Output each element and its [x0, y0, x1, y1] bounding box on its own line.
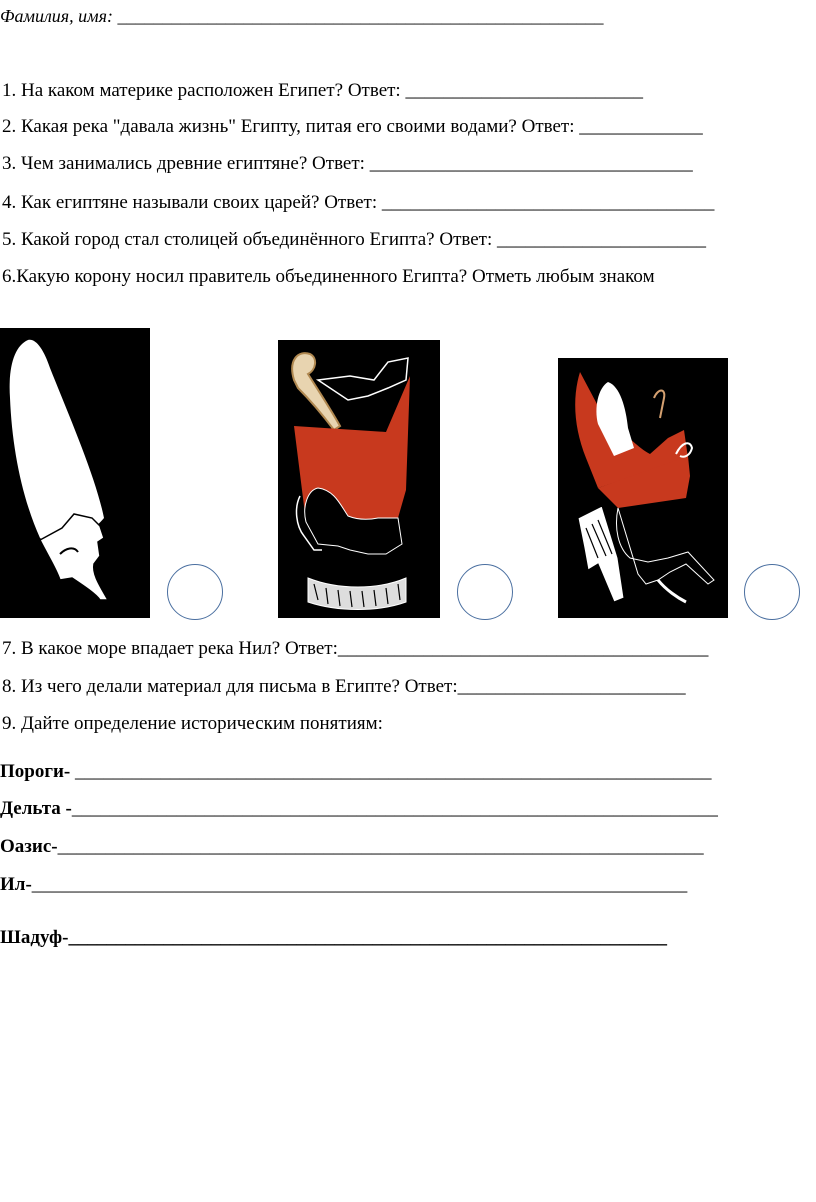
- question-9: 9. Дайте определение историческим понятиям:: [2, 713, 383, 734]
- name-blank[interactable]: ______________________________________________________: [117, 6, 604, 26]
- red-crown-drawing: [278, 340, 440, 618]
- definition-row-oazis[interactable]: [0, 836, 704, 858]
- name-label: Фамилия, имя:: [0, 6, 114, 26]
- question-4: 4. Как египтяне называли своих царей? Ответ: ___________________________________: [2, 192, 715, 213]
- answer-circle-3[interactable]: [744, 564, 800, 620]
- question-8: 8. Из чего делали материал для письма в Египте? Ответ:________________________: [2, 676, 686, 697]
- red-crown-image: [278, 340, 440, 618]
- definition-blank[interactable]: _____________________________________________________________________: [31, 874, 688, 895]
- definition-blank[interactable]: ____________________________________________________________________: [57, 836, 704, 857]
- definition-blank[interactable]: ____________________________________________________________________: [71, 798, 718, 819]
- definition-blank[interactable]: ___________________________________________________________________: [70, 761, 712, 782]
- definition-row-il[interactable]: [0, 874, 687, 896]
- student-name-line[interactable]: [0, 6, 604, 27]
- question-1: 1. На каком материке расположен Египет? Ответ: _________________________: [2, 80, 643, 101]
- answer-circle-1[interactable]: [167, 564, 223, 620]
- white-crown-drawing: [0, 328, 150, 618]
- term-label: Ил-: [0, 874, 32, 895]
- double-crown-image: [558, 358, 728, 618]
- definition-row-porogi[interactable]: [0, 761, 712, 783]
- definition-row-shaduf[interactable]: [0, 927, 667, 949]
- definition-blank[interactable]: _______________________________________________________________: [68, 927, 667, 948]
- definition-row-delta[interactable]: [0, 798, 718, 820]
- term-label: Оазис-: [0, 836, 58, 857]
- question-7: 7. В какое море впадает река Нил? Ответ:_______________________________________: [2, 638, 709, 659]
- white-crown-image: [0, 328, 150, 618]
- answer-circle-2[interactable]: [457, 564, 513, 620]
- term-label: Дельта -: [0, 798, 72, 819]
- question-3: 3. Чем занимались древние египтяне? Ответ: __________________________________: [2, 153, 693, 174]
- term-label: Шадуф-: [0, 927, 69, 948]
- term-label: Пороги-: [0, 761, 71, 782]
- question-2: 2. Какая река "давала жизнь" Египту, питая его своими водами? Ответ: _____________: [2, 116, 703, 137]
- double-crown-drawing: [558, 358, 728, 618]
- question-6: 6.Какую корону носил правитель объединенного Египта? Отметь любым знаком: [2, 266, 655, 287]
- question-5: 5. Какой город стал столицей объединённого Египта? Ответ: ______________________: [2, 229, 707, 250]
